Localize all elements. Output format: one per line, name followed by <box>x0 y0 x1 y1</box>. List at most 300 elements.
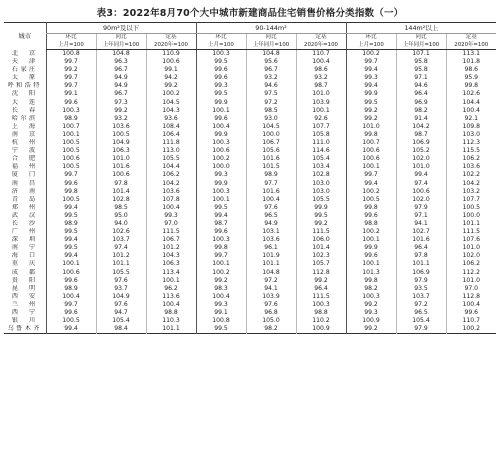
index-value: 97.5 <box>246 90 296 98</box>
index-value: 100.2 <box>446 325 496 334</box>
table-row <box>4 269 496 277</box>
base-period-label: 上月=100 <box>46 41 96 50</box>
index-value: 98.3 <box>196 285 246 293</box>
index-value: 111.5 <box>296 293 346 301</box>
index-value: 94.6 <box>246 82 296 90</box>
city-name: 太 原 <box>11 74 38 82</box>
index-value: 99.2 <box>346 115 396 123</box>
index-value: 101.1 <box>446 220 496 228</box>
subhead-yoy: 同比 <box>96 34 146 42</box>
index-value: 99.2 <box>296 277 346 285</box>
index-value: 99.5 <box>346 99 396 107</box>
base-period-label: 上年同月=100 <box>96 41 146 50</box>
index-value: 97.2 <box>396 301 446 309</box>
city-name: 武 汉 <box>11 211 38 219</box>
index-value: 99.8 <box>46 188 96 196</box>
index-value: 94.6 <box>396 82 446 90</box>
index-value: 95.6 <box>246 58 296 66</box>
index-value: 101.0 <box>396 163 446 171</box>
subhead-mom: 环比 <box>196 34 246 42</box>
index-value: 104.9 <box>96 139 146 147</box>
table-row <box>4 309 496 317</box>
city-name: 西 宁 <box>11 309 38 316</box>
index-value: 112.3 <box>446 139 496 147</box>
index-value: 104.4 <box>146 163 196 171</box>
index-value: 94.7 <box>96 309 146 317</box>
table-row <box>4 228 496 236</box>
city-name: 厦 门 <box>11 171 38 179</box>
index-value: 94.2 <box>146 74 196 82</box>
table-row <box>4 115 496 123</box>
index-value: 102.0 <box>396 196 446 204</box>
table-row <box>4 212 496 220</box>
table-row <box>4 171 496 179</box>
index-value: 105.8 <box>296 131 346 139</box>
index-value: 103.4 <box>296 163 346 171</box>
index-value: 100.6 <box>346 147 396 155</box>
city-name: 重 庆 <box>11 260 38 268</box>
index-value: 100.1 <box>196 260 246 268</box>
index-value: 105.4 <box>296 155 346 163</box>
table-row <box>4 82 496 90</box>
base-period-label: 上年同月=100 <box>246 41 296 50</box>
index-value: 98.2 <box>346 285 396 293</box>
index-value: 99.6 <box>196 74 246 82</box>
index-value: 106.4 <box>146 131 196 139</box>
index-value: 99.2 <box>296 220 346 228</box>
index-value: 100.3 <box>196 236 246 244</box>
city-name: 兰 州 <box>11 300 38 308</box>
index-value: 106.2 <box>146 171 196 179</box>
index-value: 100.1 <box>296 107 346 115</box>
index-value: 101.2 <box>146 244 196 252</box>
table-row <box>4 301 496 309</box>
index-value: 99.3 <box>196 301 246 309</box>
index-value: 98.4 <box>96 325 146 334</box>
index-value: 112.8 <box>296 269 346 277</box>
index-value: 100.2 <box>346 228 396 236</box>
city-name: 广 州 <box>11 228 38 236</box>
index-value: 100.0 <box>446 212 496 220</box>
table-row <box>4 58 496 66</box>
index-value: 106.7 <box>246 139 296 147</box>
index-value: 99.5 <box>46 212 96 220</box>
index-value: 103.1 <box>246 228 296 236</box>
index-value: 100.5 <box>46 317 96 325</box>
index-value: 96.3 <box>96 58 146 66</box>
index-value: 104.3 <box>146 252 196 260</box>
city-name: 呼和浩特 <box>7 82 42 90</box>
index-value: 107.1 <box>396 50 446 59</box>
index-value: 106.9 <box>396 139 446 147</box>
index-value: 100.4 <box>146 204 196 212</box>
index-value: 94.9 <box>96 74 146 82</box>
index-value: 99.2 <box>146 82 196 90</box>
index-value: 99.5 <box>196 204 246 212</box>
city-name: 深 圳 <box>11 236 38 244</box>
index-value: 100.1 <box>146 277 196 285</box>
index-value: 100.3 <box>296 301 346 309</box>
table-row <box>4 252 496 260</box>
table-row <box>4 244 496 252</box>
base-period-label: 上年同月=100 <box>396 41 446 50</box>
index-value: 99.6 <box>46 277 96 285</box>
index-value: 110.2 <box>296 317 346 325</box>
index-value: 99.3 <box>346 309 396 317</box>
index-value: 100.4 <box>196 123 246 131</box>
index-value: 99.4 <box>46 236 96 244</box>
index-value: 98.9 <box>46 115 96 123</box>
table-row <box>4 147 496 155</box>
index-value: 100.6 <box>396 188 446 196</box>
index-value: 99.4 <box>346 66 396 74</box>
index-value: 99.7 <box>346 171 396 179</box>
index-value: 99.2 <box>96 107 146 115</box>
group-header-large: 144m²以上 <box>346 23 496 34</box>
city-name: 沈 阳 <box>11 90 38 98</box>
index-value: 100.5 <box>46 139 96 147</box>
city-name: 长 春 <box>11 106 38 114</box>
index-value: 95.8 <box>396 66 446 74</box>
index-value: 100.1 <box>346 260 396 268</box>
index-value: 97.4 <box>96 244 146 252</box>
index-value: 100.4 <box>296 58 346 66</box>
index-value: 97.6 <box>246 301 296 309</box>
index-value: 99.6 <box>196 115 246 123</box>
index-value: 99.8 <box>346 277 396 285</box>
index-value: 103.6 <box>446 163 496 171</box>
city-name: 南 昌 <box>11 179 38 187</box>
index-value: 99.6 <box>46 99 96 107</box>
city-name: 上 海 <box>11 122 38 130</box>
city-name: 合 肥 <box>11 155 38 163</box>
index-value: 111.5 <box>446 228 496 236</box>
subhead-mom: 环比 <box>346 34 396 42</box>
table-row <box>4 317 496 325</box>
index-value: 100.9 <box>346 317 396 325</box>
index-value: 101.4 <box>96 188 146 196</box>
index-value: 100.1 <box>46 260 96 268</box>
index-value: 97.6 <box>246 204 296 212</box>
city-name: 昆 明 <box>11 284 38 292</box>
city-name: 银 川 <box>11 317 38 325</box>
index-value: 97.6 <box>96 277 146 285</box>
table-row <box>4 236 496 244</box>
index-value: 102.3 <box>296 252 346 260</box>
index-value: 97.3 <box>96 99 146 107</box>
index-value: 99.1 <box>196 309 246 317</box>
index-value: 101.8 <box>446 58 496 66</box>
index-value: 99.2 <box>346 325 396 334</box>
index-value: 106.9 <box>396 269 446 277</box>
index-value: 99.5 <box>46 244 96 252</box>
index-value: 105.6 <box>246 147 296 155</box>
index-value: 104.2 <box>146 180 196 188</box>
index-value: 96.1 <box>246 244 296 252</box>
index-value: 102.6 <box>96 228 146 236</box>
index-value: 100.3 <box>346 293 396 301</box>
index-value: 105.5 <box>146 155 196 163</box>
index-value: 100.3 <box>196 50 246 59</box>
index-value: 98.9 <box>246 171 296 179</box>
index-value: 97.9 <box>396 204 446 212</box>
index-value: 109.8 <box>446 123 496 131</box>
index-value: 113.6 <box>146 293 196 301</box>
index-value: 110.9 <box>146 50 196 59</box>
base-period-label: 2020年=100 <box>446 41 496 50</box>
index-value: 96.5 <box>396 309 446 317</box>
index-value: 107.6 <box>446 236 496 244</box>
index-value: 101.6 <box>96 163 146 171</box>
table-row <box>4 155 496 163</box>
index-value: 101.6 <box>246 188 296 196</box>
index-value: 98.9 <box>46 285 96 293</box>
index-value: 105.2 <box>396 147 446 155</box>
index-value: 99.7 <box>46 82 96 90</box>
index-value: 101.1 <box>246 260 296 268</box>
index-value: 101.1 <box>146 325 196 334</box>
index-value: 99.6 <box>346 212 396 220</box>
index-value: 99.3 <box>196 82 246 90</box>
index-value: 102.7 <box>396 228 446 236</box>
index-value: 99.9 <box>346 244 396 252</box>
index-value: 99.7 <box>46 301 96 309</box>
index-value: 104.3 <box>146 107 196 115</box>
index-value: 103.2 <box>446 188 496 196</box>
index-value: 96.4 <box>296 285 346 293</box>
index-value: 100.1 <box>196 196 246 204</box>
index-value: 99.2 <box>46 66 96 74</box>
index-value: 98.2 <box>396 107 446 115</box>
index-value: 99.8 <box>346 204 396 212</box>
index-value: 105.5 <box>96 269 146 277</box>
index-value: 99.3 <box>346 74 396 82</box>
index-value: 95.8 <box>396 58 446 66</box>
index-value: 101.5 <box>246 163 296 171</box>
index-value: 100.1 <box>46 131 96 139</box>
index-value: 113.0 <box>146 147 196 155</box>
index-value: 97.0 <box>446 285 496 293</box>
index-value: 105.0 <box>246 317 296 325</box>
city-name: 贵 阳 <box>11 276 38 284</box>
index-value: 100.2 <box>196 269 246 277</box>
table-row <box>4 66 496 74</box>
index-value: 101.0 <box>296 90 346 98</box>
city-name: 南 京 <box>11 130 38 138</box>
index-value: 98.7 <box>296 82 346 90</box>
table-row <box>4 204 496 212</box>
index-value: 103.9 <box>246 293 296 301</box>
index-value: 93.0 <box>246 115 296 123</box>
table-row <box>4 123 496 131</box>
index-value: 97.9 <box>396 325 446 334</box>
index-value: 102.0 <box>446 252 496 260</box>
index-value: 100.1 <box>196 107 246 115</box>
index-value: 99.4 <box>46 204 96 212</box>
index-value: 111.0 <box>296 139 346 147</box>
index-value: 104.8 <box>246 50 296 59</box>
index-value: 99.5 <box>196 325 246 334</box>
group-header-medium: 90-144m² <box>196 23 346 34</box>
index-value: 96.2 <box>146 285 196 293</box>
index-value: 96.5 <box>246 212 296 220</box>
index-value: 97.8 <box>396 252 446 260</box>
index-value: 104.2 <box>446 180 496 188</box>
table-row <box>4 139 496 147</box>
index-value: 93.6 <box>146 115 196 123</box>
index-value: 94.9 <box>96 82 146 90</box>
index-value: 102.0 <box>396 155 446 163</box>
index-value: 103.7 <box>96 236 146 244</box>
index-value: 96.4 <box>396 90 446 98</box>
index-value: 98.7 <box>396 131 446 139</box>
city-name: 海 口 <box>11 252 38 260</box>
index-value: 106.7 <box>146 236 196 244</box>
index-value: 110.3 <box>146 317 196 325</box>
index-value: 97.1 <box>396 74 446 82</box>
index-value: 100.9 <box>296 325 346 334</box>
index-value: 111.5 <box>146 228 196 236</box>
index-value: 100.2 <box>146 90 196 98</box>
index-value: 99.9 <box>196 99 246 107</box>
index-value: 100.0 <box>246 131 296 139</box>
index-value: 100.4 <box>246 196 296 204</box>
index-value: 104.8 <box>246 269 296 277</box>
index-value: 99.4 <box>396 171 446 179</box>
index-value: 101.6 <box>246 155 296 163</box>
table-row <box>4 220 496 228</box>
index-value: 99.5 <box>196 58 246 66</box>
index-value: 99.5 <box>196 90 246 98</box>
index-value: 99.8 <box>446 82 496 90</box>
index-value: 94.9 <box>246 220 296 228</box>
index-value: 98.7 <box>196 220 246 228</box>
index-value: 101.9 <box>246 252 296 260</box>
index-value: 105.7 <box>296 260 346 268</box>
index-value: 103.6 <box>96 123 146 131</box>
index-value: 100.5 <box>46 163 96 171</box>
index-value: 92.1 <box>446 115 496 123</box>
index-value: 110.7 <box>446 317 496 325</box>
index-value: 100.3 <box>196 139 246 147</box>
city-name: 杭 州 <box>11 139 38 147</box>
index-value: 99.2 <box>346 301 396 309</box>
table-row <box>4 50 496 59</box>
index-value: 97.8 <box>96 180 146 188</box>
city-header: 城市 <box>18 32 32 41</box>
table-row <box>4 260 496 268</box>
index-value: 99.9 <box>346 90 396 98</box>
index-value: 99.6 <box>46 309 96 317</box>
index-value: 99.1 <box>146 66 196 74</box>
index-value: 100.1 <box>346 163 396 171</box>
index-value: 98.8 <box>346 220 396 228</box>
index-value: 101.4 <box>296 244 346 252</box>
index-value: 100.2 <box>346 188 396 196</box>
index-value: 106.3 <box>146 260 196 268</box>
city-name: 郑 州 <box>11 203 38 211</box>
table-row <box>4 188 496 196</box>
index-value: 96.7 <box>96 90 146 98</box>
city-name: 西 安 <box>11 292 38 300</box>
index-value: 97.9 <box>396 277 446 285</box>
subhead-base: 定基 <box>446 34 496 42</box>
index-value: 100.4 <box>446 107 496 115</box>
index-value: 100.8 <box>196 317 246 325</box>
table-row <box>4 285 496 293</box>
index-value: 99.9 <box>296 204 346 212</box>
table-row <box>4 99 496 107</box>
index-value: 97.0 <box>146 220 196 228</box>
index-value: 99.7 <box>46 58 96 66</box>
index-value: 104.2 <box>396 123 446 131</box>
index-value: 99.4 <box>46 325 96 334</box>
index-value: 104.5 <box>246 123 296 131</box>
index-value: 105.4 <box>396 317 446 325</box>
index-value: 94.1 <box>246 285 296 293</box>
index-value: 99.3 <box>196 171 246 179</box>
subhead-base: 定基 <box>296 34 346 42</box>
index-value: 99.4 <box>196 212 246 220</box>
index-value: 98.2 <box>246 325 296 334</box>
index-value: 100.3 <box>196 188 246 196</box>
index-value: 100.5 <box>446 204 496 212</box>
table-row <box>4 293 496 301</box>
index-value: 100.4 <box>146 301 196 309</box>
table-row <box>4 180 496 188</box>
index-value: 99.6 <box>446 309 496 317</box>
index-value: 101.0 <box>446 244 496 252</box>
index-value: 103.0 <box>296 188 346 196</box>
index-value: 99.1 <box>46 90 96 98</box>
index-value: 100.4 <box>446 301 496 309</box>
index-value: 103.6 <box>246 236 296 244</box>
index-value: 97.2 <box>246 99 296 107</box>
city-name: 福 州 <box>11 163 38 171</box>
index-value: 111.5 <box>296 228 346 236</box>
index-value: 99.7 <box>46 171 96 179</box>
index-value: 99.7 <box>46 74 96 82</box>
index-value: 100.2 <box>196 155 246 163</box>
subhead-yoy: 同比 <box>396 34 446 42</box>
index-value: 92.6 <box>296 115 346 123</box>
index-value: 99.3 <box>146 212 196 220</box>
city-name: 南 宁 <box>11 244 38 252</box>
index-value: 99.7 <box>346 58 396 66</box>
index-value: 95.9 <box>446 74 496 82</box>
index-value: 99.4 <box>346 82 396 90</box>
index-value: 93.2 <box>246 74 296 82</box>
index-value: 100.3 <box>46 107 96 115</box>
index-value: 100.2 <box>346 50 396 59</box>
index-value: 98.8 <box>296 309 346 317</box>
index-value: 93.2 <box>96 115 146 123</box>
index-value: 100.6 <box>346 155 396 163</box>
index-value: 103.7 <box>396 293 446 301</box>
table-row <box>4 107 496 115</box>
index-value: 98.9 <box>46 220 96 228</box>
index-value: 100.6 <box>196 147 246 155</box>
index-value: 100.4 <box>196 293 246 301</box>
index-value: 102.2 <box>446 171 496 179</box>
index-value: 100.1 <box>346 236 396 244</box>
index-value: 107.8 <box>146 196 196 204</box>
index-value: 97.7 <box>246 180 296 188</box>
index-value: 115.5 <box>446 147 496 155</box>
index-value: 100.5 <box>96 131 146 139</box>
index-value: 106.3 <box>96 147 146 155</box>
index-value: 100.6 <box>146 58 196 66</box>
